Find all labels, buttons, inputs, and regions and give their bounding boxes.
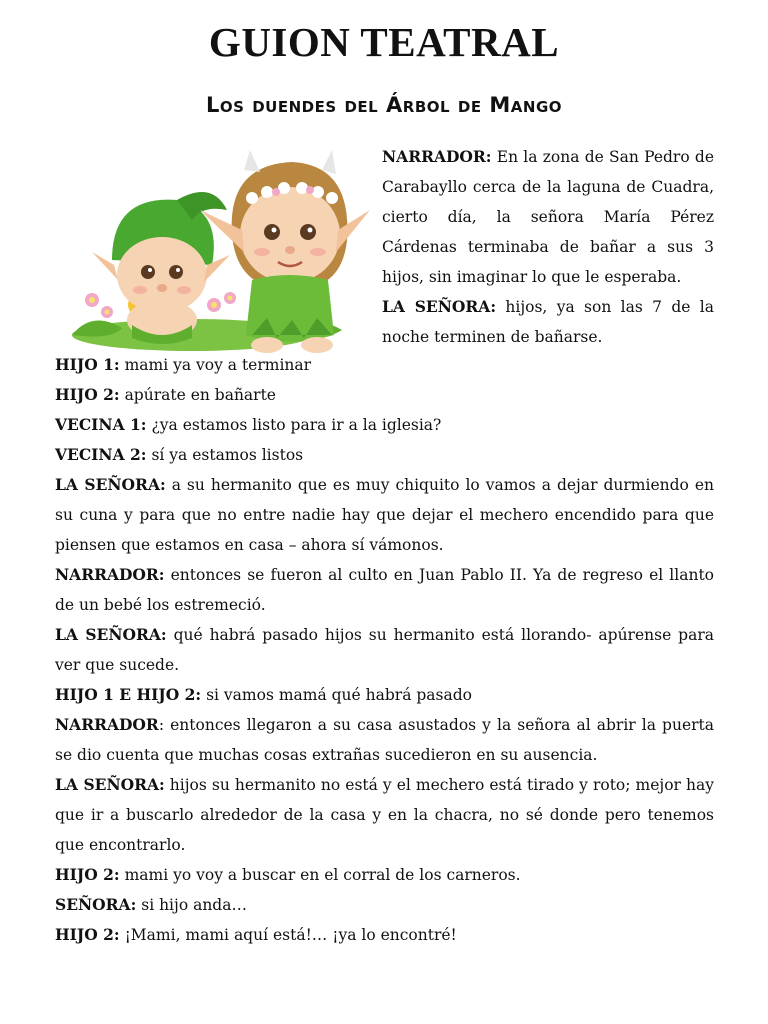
speaker-label: SEÑORA: — [55, 895, 137, 914]
speaker-label: LA SEÑORA: — [55, 625, 167, 644]
speaker-label: LA SEÑORA: — [55, 475, 166, 494]
dialogue-line — [55, 770, 714, 860]
line-text: hijos, ya son las 7 de la noche terminen de bañarse. — [382, 298, 714, 346]
line-text: sí ya estamos listos — [146, 446, 304, 464]
dialogue-line — [55, 710, 714, 770]
speaker-label: VECINA 2: — [55, 445, 147, 464]
speaker-label: HIJO 1: — [55, 355, 120, 374]
speaker-label: HIJO 2: — [55, 385, 120, 404]
dialogue-line — [382, 292, 714, 352]
line-text: si hijo anda… — [136, 896, 247, 914]
line-text: a su hermanito que es muy chiquito lo vamos a dejar durmiendo en su cuna y para que no entre nadie hay que dejar el mechero encendido para que piensen que estamos en casa – ahora sí vámonos. — [55, 476, 715, 554]
line-text: qué habrá pasado hijos su hermanito está llorando- apúrense para ver que sucede. — [55, 626, 714, 674]
speaker-label: LA SEÑORA: — [382, 297, 497, 316]
line-text: si vamos mamá qué habrá pasado — [201, 686, 472, 704]
dialogue-line — [55, 380, 714, 410]
speaker-label: HIJO 1 E HIJO 2: — [55, 685, 202, 704]
dialogue-line — [55, 890, 714, 920]
goblins-illustration — [52, 140, 372, 358]
speaker-label: NARRADOR — [55, 715, 159, 734]
dialogue-line — [55, 860, 714, 890]
page-title: GUION TEATRAL — [208, 19, 560, 65]
speaker-label: NARRADOR: — [382, 147, 492, 166]
line-text: : entonces llegaron a su casa asustados y la señora al abrir la puerta se dio cuenta que muchas cosas extrañas sucedieron en su ausencia. — [55, 716, 714, 764]
line-text: mami ya voy a terminar — [119, 356, 312, 374]
dialogue-line — [55, 680, 714, 710]
dialogue-line — [55, 620, 714, 680]
dialogue-line — [55, 560, 714, 620]
dialogue-line — [55, 440, 714, 470]
dialogue-line — [55, 350, 714, 380]
dialogue-line — [382, 142, 714, 292]
line-text: hijos su hermanito no está y el mechero está tirado y roto; mejor hay que ir a buscarlo alrededor de la casa y en la chacra, no sé donde pero tenemos que encontrarlo. — [55, 776, 714, 854]
speaker-label: HIJO 2: — [55, 925, 120, 944]
script-body — [55, 350, 714, 950]
line-text: En la zona de San Pedro de Carabayllo cerca de la laguna de Cuadra, cierto día, la señora María Pérez Cárdenas terminaba de bañar a sus 3 hijos, sin imaginar lo que le esperaba. — [382, 148, 714, 286]
line-text: ¡Mami, mami aquí está!… ¡ya lo encontré! — [119, 926, 457, 944]
speaker-label: VECINA 1: — [55, 415, 147, 434]
intro-dialogue — [382, 142, 714, 352]
speaker-label: HIJO 2: — [55, 865, 120, 884]
dialogue-line — [55, 920, 714, 950]
line-text: apúrate en bañarte — [119, 386, 276, 404]
dialogue-line — [55, 470, 714, 560]
line-text: mami yo voy a buscar en el corral de los carneros. — [119, 866, 521, 884]
dialogue-line — [55, 410, 714, 440]
speaker-label: LA SEÑORA: — [55, 775, 165, 794]
line-text: entonces se fueron al culto en Juan Pablo II. Ya de regreso el llanto de un bebé los estremeció. — [55, 566, 714, 614]
speaker-label: NARRADOR: — [55, 565, 165, 584]
play-subtitle: Los duendes del Árbol de Mango — [205, 93, 563, 117]
line-text: ¿ya estamos listo para ir a la iglesia? — [146, 416, 442, 434]
